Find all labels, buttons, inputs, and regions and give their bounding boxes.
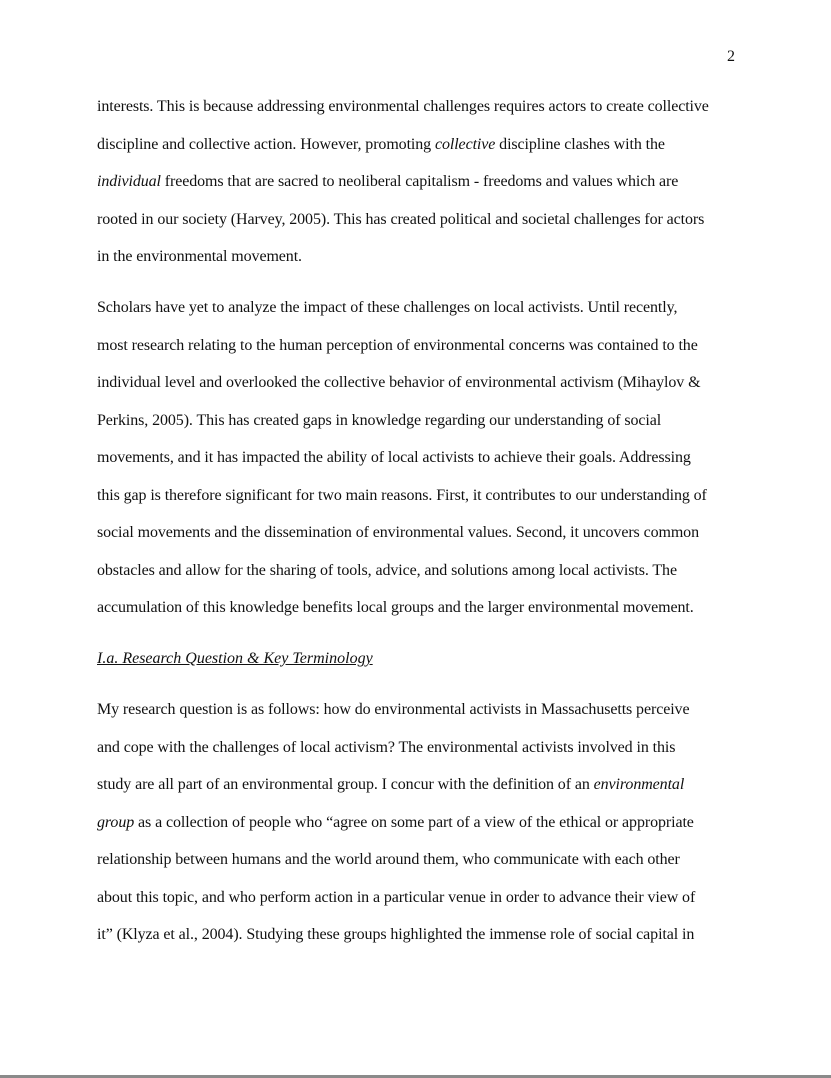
- text-run: freedoms that are sacred to neoliberal capitalism - freedoms and values which are: [160, 173, 679, 190]
- paragraph-gap: [97, 685, 739, 699]
- text-line: Scholars have yet to analyze the impact of these challenges on local activists. Until recently,: [97, 299, 678, 316]
- text-line: Perkins, 2005). This has created gaps in knowledge regarding our understanding of social: [97, 411, 662, 429]
- text-line: individual level and overlooked the collective behavior of environmental activism (Mihaylov &: [97, 374, 701, 391]
- text-run: as a collection of people who “agree on some part of a view of the ethical or appropriate: [134, 813, 694, 831]
- emphasis-text: environmental: [593, 776, 685, 793]
- text-line: most research relating to the human perception of environmental concerns was contained to the: [97, 336, 698, 354]
- paragraph-3: [97, 698, 739, 961]
- paragraph-gap: [97, 283, 739, 297]
- text-run: discipline and collective action. However, promoting: [97, 135, 435, 153]
- page-number: 2: [727, 48, 735, 65]
- text-line: rooted in our society (Harvey, 2005). This has created political and societal challenges for actors: [97, 210, 705, 228]
- emphasis-text: group: [97, 813, 135, 831]
- text-line: [97, 773, 739, 811]
- text-line: interests. This is because addressing environmental challenges requires actors to create collective: [97, 98, 709, 115]
- text-line: accumulation of this knowledge benefits local groups and the larger environmental movement.: [97, 599, 694, 616]
- paragraph-1: [97, 95, 739, 283]
- text-run: study are all part of an environmental group. I concur with the definition of an: [97, 776, 594, 793]
- text-line: [97, 811, 739, 849]
- text-line: obstacles and allow for the sharing of tools, advice, and solutions among local activists. The: [97, 561, 677, 579]
- paragraph-2: [97, 296, 739, 634]
- text-line: My research question is as follows: how do environmental activists in Massachusetts perceive: [97, 701, 690, 718]
- emphasis-text: individual: [97, 173, 161, 190]
- text-line: [97, 170, 739, 208]
- section-heading: I.a. Research Question & Key Terminology: [97, 650, 373, 667]
- emphasis-text: collective: [434, 135, 496, 153]
- text-line: movements, and it has impacted the ability of local activists to achieve their goals. Addressing: [97, 449, 691, 466]
- document-body: [97, 95, 739, 961]
- text-run: discipline clashes with the: [495, 135, 665, 153]
- text-line: it” (Klyza et al., 2004). Studying these groups highlighted the immense role of social capital in: [97, 926, 695, 943]
- text-line: [97, 133, 739, 171]
- text-line: social movements and the dissemination of environmental values. Second, it uncovers common: [97, 524, 699, 541]
- paragraph-gap: [97, 634, 739, 648]
- text-line: in the environmental movement.: [97, 248, 302, 265]
- text-line: and cope with the challenges of local activism? The environmental activists involved in this: [97, 738, 676, 756]
- text-line: relationship between humans and the world around them, who communicate with each other: [97, 851, 680, 868]
- text-line: this gap is therefore significant for two main reasons. First, it contributes to our understanding of: [97, 486, 707, 504]
- text-line: about this topic, and who perform action in a particular venue in order to advance their view of: [97, 888, 696, 906]
